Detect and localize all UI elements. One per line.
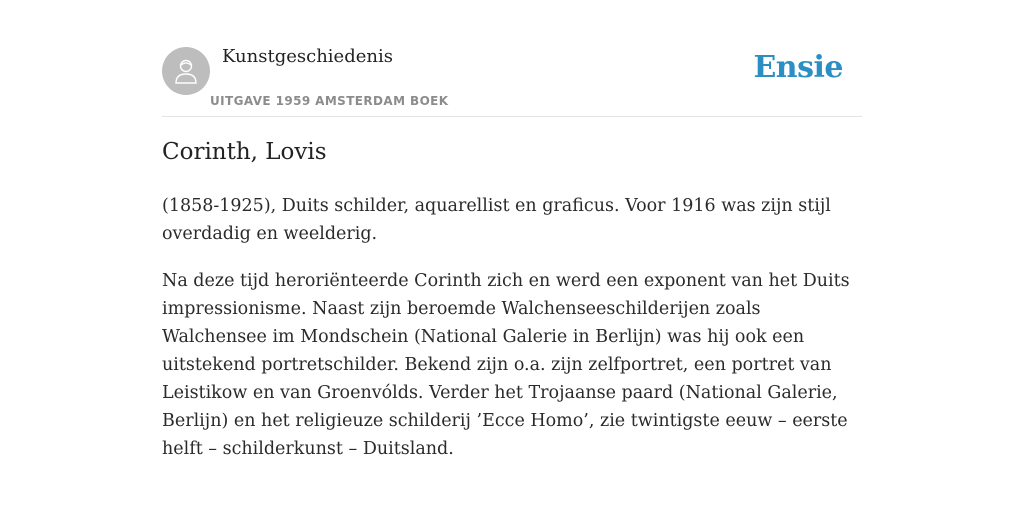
category-link[interactable]: Kunstgeschiedenis [222,46,393,67]
article-title: Corinth, Lovis [162,139,327,165]
article-paragraph: (1858-1925), Duits schilder, aquarellist en graficus. Voor 1916 was zijn stijl overdadig en weelderig. [162,196,831,244]
entry-header [162,44,862,117]
article-paragraph: Na deze tijd heroriënteerde Corinth zich en werd een exponent van het Duits impressionisme. Naast zijn beroemde Walchenseeschilderijen zoals Walchensee im Mondschein (National Galerie in Berlijn) was hij ook een uitstekend portretschilder. Bekend zijn o.a. zijn zelfportret, een portret van Leistikow en van Groenvólds. Verder het Trojaanse paard (National Galerie, Berlijn) en het religieuze schilderij ’Ecce Homo’, zie twintigste eeuw – eerste helft – schilderkunst – Duitsland. [162,271,850,459]
article-body [162,192,862,482]
edition-label[interactable]: UITGAVE 1959 AMSTERDAM BOEK [210,94,449,108]
ensie-logo[interactable]: Ensie [753,50,843,85]
person-icon [173,57,199,85]
avatar[interactable] [162,47,210,95]
